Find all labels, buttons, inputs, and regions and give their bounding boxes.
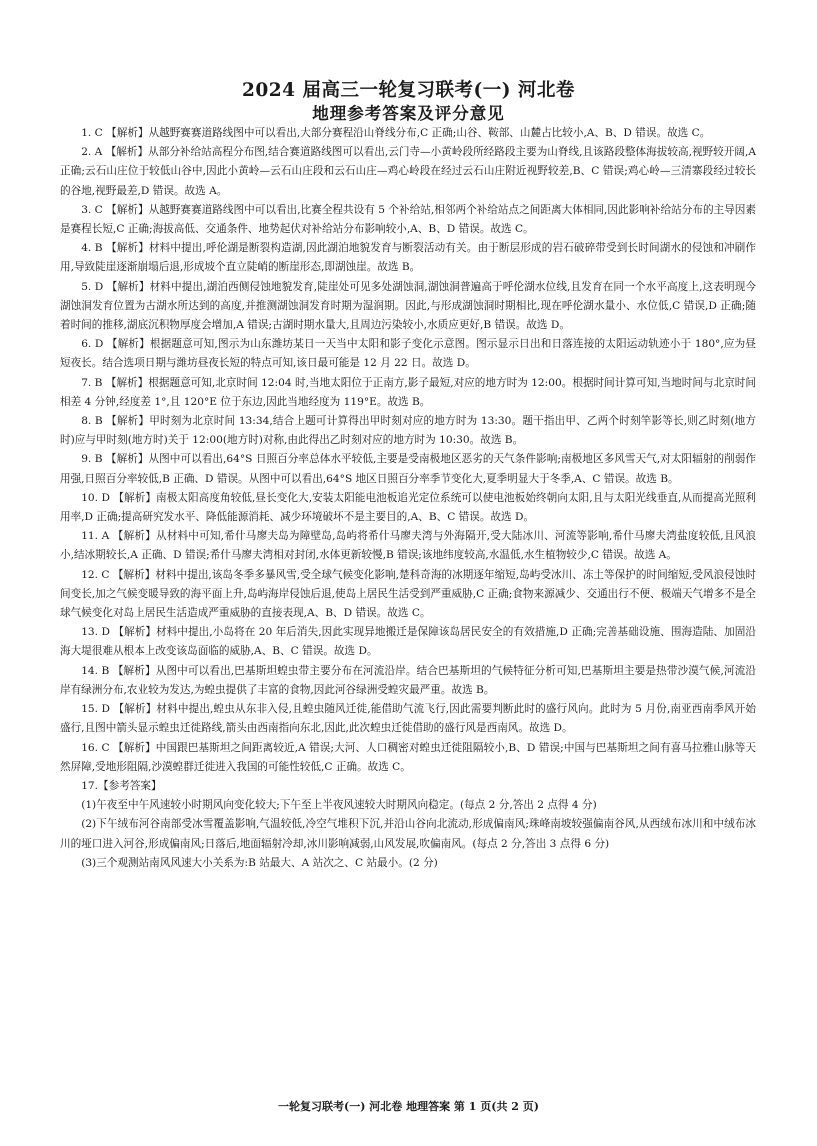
answer-item: 3. C 【解析】从越野赛赛道路线图中可以看出,比赛全程共设有 5 个补给站,相邻两个补给站点之间距离大体相同,因此影响补给站分布的主导因素是赛程长短,C 正确;海拔高低、交通条件、地势起伏对补给站分布影响较小,A、B、D 错误。故选 C。 — [60, 203, 756, 236]
answer-17-part-2: (2)下午绒布河谷南部受冰雪覆盖影响,气温较低,冷空气堆积下沉,并沿山谷向北流动,形成偏南风;珠峰南坡较强偏南谷风,从西绒布冰川和中绒布冰川的垭口进入河谷,形成偏南风;日落后,地面辐射冷却,冰川影响减弱,山风发展,吹偏南风。(每点 2 分,答出 3 点得 6 分) — [60, 818, 756, 850]
page-subtitle: 地理参考答案及评分意见 — [312, 104, 505, 123]
answer-item: 14. B 【解析】从图中可以看出,巴基斯坦蝗虫带主要分布在河流沿岸。结合巴基斯坦的气候特征分析可知,巴基斯坦主要是热带沙漠气候,河流沿岸有绿洲分布,农业较为发达,为蝗虫提供了丰富的食物,因此河谷绿洲受蝗灾最严重。故选 B。 — [60, 664, 756, 696]
answer-17-part-1: (1)午夜至中午风速较小时期风向变化较大;下午至上半夜风速较大时期风向稳定。(每点 2 分,答出 2 点得 4 分) — [81, 799, 597, 812]
answer-17-part-3: (3)三个观测站南风风速大小关系为:B 站最大、A 站次之、C 站最小。(2 分) — [81, 856, 438, 869]
answer-item: 16. C 【解析】中国跟巴基斯坦之间距离较近,A 错误;大河、人口稠密对蝗虫迁徙阻隔较小,B、D 错误;中国与巴基斯坦之间有喜马拉雅山脉等天然屏障,受地形阻隔,沙漠蝗群迁徙进入我国的可能性较低,C 正确。故选 C。 — [60, 741, 756, 773]
answer-item: 7. B 【解析】根据题意可知,北京时间 12:04 时,当地太阳位于正南方,影子最短,对应的地方时为 12:00。根据时间计算可知,当地时间与北京时间相差 4 分钟,经度差 1°,且 120°E 位于东边,因此当地经度为 119°E。故选 B。 — [60, 376, 756, 408]
answer-item: 12. C 【解析】材料中提出,该岛冬季多暴风雪,受全球气候变化影响,楚科奇海的冰期逐年缩短,岛屿受冰川、冻土等保护的时间缩短,受风浪侵蚀时间变长,加之气候变暖导致的海平面上升,岛屿海岸侵蚀后退,使岛上居民生活受到严重威胁,C 正确;食物来源减少、交通出行不便、极端天气增多不是全球气候变化对岛上居民生活造成严重威胁的直接表现,A、B、D 错误。故选 C。 — [60, 568, 756, 620]
answer-body — [60, 124, 756, 873]
answer-item: 11. A 【解析】从材料中可知,希什马廖夫岛为障壁岛,岛屿将希什马廖夫湾与外海隔开,受大陆冰川、河流等影响,希什马廖夫湾盐度较低,且风浪小,结冰期较长,A 正确、D 错误;希什马廖夫湾相对封闭,水体更新较慢,B 错误;该地纬度较高,水温低,水生植物较少,C 错误。故选 A。 — [60, 530, 756, 562]
answer-item: 2. A 【解析】从部分补给站高程分布图,结合赛道路线图可以看出,云门寺—小黄岭段所经路段主要为山脊线,且该路段整体海拔较高,视野较开阔,A 正确;云石山庄位于较低山谷中,因此小黄岭—云石山庄段和云石山庄—鸡心岭段在经过云石山庄附近视野较差,B、C 错误;鸡心岭—三清寨段经过较长的谷地,视野最差,D 错误。故选 A。 — [60, 146, 756, 197]
answer-item: 4. B 【解析】材料中提出,呼伦湖是断裂构造湖,因此湖泊地貌发育与断裂活动有关。由于断层形成的岩石破碎带受到长时间湖水的侵蚀和冲刷作用,导致陡崖逐渐崩塌后退,形成坡个直立陡峭的断崖形态,即湖蚀崖。故选 B。 — [60, 242, 756, 274]
page-title: 2024 届高三一轮复习联考(一) 河北卷 — [242, 80, 575, 101]
answer-item-17-header: 17.【参考答案】 — [81, 779, 162, 792]
answer-item: 9. B 【解析】从图中可以看出,64°S 日照百分率总体水平较低,主要是受南极地区恶劣的天气条件影响;南极地区多风雪天气,对太阳辐射的削弱作用强,日照百分率较低,B 正确、D 错误。从图中可以看出,64°S 地区日照百分率季节变化大,夏季明显大于冬季,A、C 错误。故选 B。 — [60, 453, 756, 485]
answer-item: 6. D 【解析】根据题意可知,图示为山东潍坊某日一天当中太阳和影子变化示意图。图示显示日出和日落连接的太阳运动轨迹小于 180°,应为昼短夜长。结合选项日期与潍坊昼夜长短的特点可知,该日最可能是 12 月 22 日。故选 D。 — [60, 338, 756, 370]
page-footer: 一轮复习联考(一) 河北卷 地理答案 第 1 页(共 2 页) — [278, 1100, 539, 1113]
answer-item: 10. D 【解析】南极太阳高度角较低,昼长变化大,安装太阳能电池板追光定位系统可以使电池板始终朝向太阳,且与太阳光线垂直,从而提高光照利用率,D 正确;提高研究发水平、降低能源消耗、减少环境破坏不是主要目的,A、B、C 错误。故选 D。 — [60, 491, 756, 524]
answer-item: 5. D 【解析】材料中提出,湖泊西侧侵蚀地貌发育,陡崖处可见多处湖蚀洞,湖蚀洞普遍高于呼伦湖水位线,且发育在同一个水平高度上,这表明现今湖蚀洞发育位置为古湖水所达到的高度,并推测湖蚀洞发育时期为湿润期。因此,与形成湖蚀洞时期相比,现在呼伦湖水量小、水位低,C 错误,D 正确;随着时间的推移,湖底沉积物厚度会增加,A 错误;古湖时期水量大,且周边污染较小,水质应更好,B 错误。故选 D。 — [60, 280, 756, 332]
answer-item: 1. C 【解析】从越野赛赛道路线图中可以看出,大部分赛程沿山脊线分布,C 正确;山谷、鞍部、山麓占比较小,A、B、D 错误。故选 C。 — [81, 127, 711, 139]
answer-item: 8. B 【解析】甲时刻为北京时间 13:34,结合上题可计算得出甲时刻对应的地方时为 13:30。题干指出甲、乙两个时刻竿影等长,则乙时刻(地方时)应与甲时刻(地方时)关于 12:00(地方时)对称,由此得出乙时刻对应的地方时为 10:30。故选 B。 — [60, 415, 756, 447]
answer-item: 13. D 【解析】材料中提出,小岛将在 20 年后消失,因此实现异地搬迁是保障该岛居民安全的有效措施,D 正确;完善基础设施、围海造陆、加固沿海大堤很难从根本上改变该岛面临的威胁,A、B、C 错误。故选 D。 — [60, 626, 756, 658]
answer-item: 15. D 【解析】材料中提出,蝗虫从东非入侵,且蝗虫随风迁徙,能借助气流飞行,因此需要判断此时的盛行风向。此时为 5 月份,南亚西南季风开始盛行,且图中箭头显示蝗虫迁徙路线,箭头由西南指向东北,因此,此次蝗虫迁徙借助的盛行风是西南风。故选 D。 — [60, 703, 756, 735]
